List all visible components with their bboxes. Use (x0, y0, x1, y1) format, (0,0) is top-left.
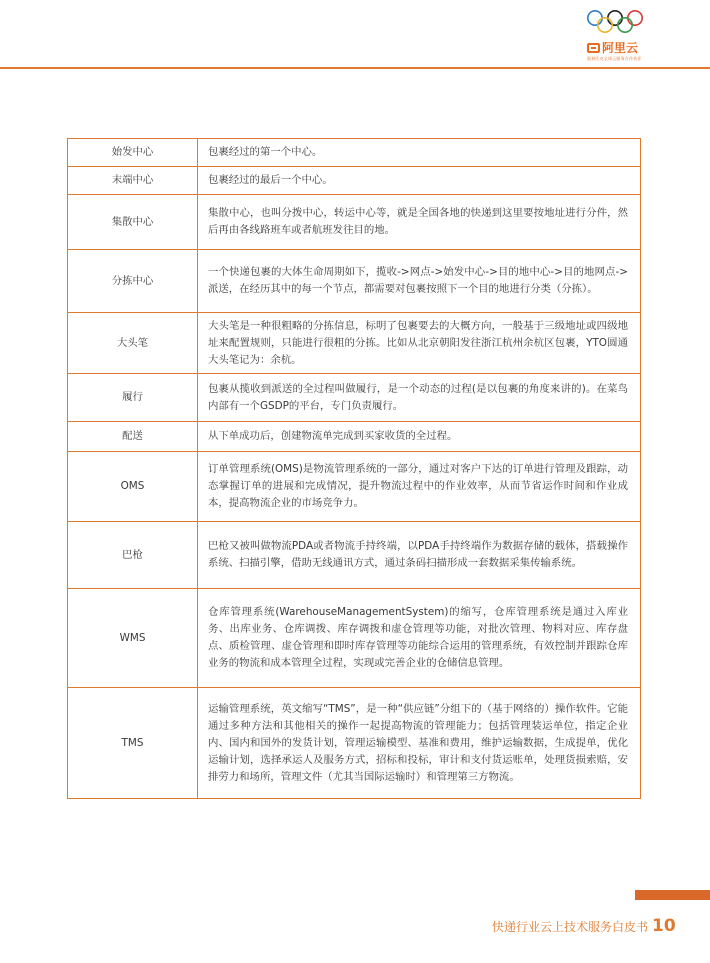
definition-cell: 包裹从揽收到派送的全过程叫做履行，是一个动态的过程(是以包裹的角度来讲的)。在菜鸟内部有一个GSDP的平台，专门负责履行。 (198, 374, 641, 422)
definition-cell: 包裹经过的第一个中心。 (198, 139, 641, 167)
definition-cell: 从下单成功后，创建物流单完成到买家收货的全过程。 (198, 422, 641, 452)
definition-cell: 大头笔是一种很粗略的分拣信息，标明了包裹要去的大概方向，一般基于三级地址或四级地址来配置规则，只能进行很粗的分拣。比如从北京朝阳发往浙江杭州余杭区包裹，YTO圆通大头笔记为：余杭。 (198, 313, 641, 374)
footer-title: 快递行业云上技术服务白皮书 (491, 920, 648, 934)
term-cell: WMS (68, 589, 198, 688)
term-cell: OMS (68, 452, 198, 522)
brand-logo (587, 41, 645, 55)
term-cell: 集散中心 (68, 195, 198, 250)
definition-cell: 运输管理系统，英文缩写“TMS”，是一种“供应链”分组下的（基于网络的）操作软件。它能通过多种方法和其他相关的操作一起提高物流的管理能力；包括管理装运单位，指定企业内、国内和国外的发货计划，管理运输模型、基准和费用，维护运输数据，生成提单，优化运输计划，选择承运人及服务方式，招标和投标，审计和支付货运账单，处理货损索赔，安排劳力和场所，管理文件（尤其当国际运输时）和管理第三方物流。 (198, 688, 641, 799)
table-row (68, 195, 641, 250)
footer-accent-bar (635, 890, 710, 900)
brand-tagline: 奥林匹克全球云服务合作伙伴 (587, 56, 642, 61)
table-row (68, 374, 641, 422)
table-row (68, 589, 641, 688)
table-row (68, 422, 641, 452)
table-row (68, 452, 641, 522)
term-cell: 末端中心 (68, 167, 198, 195)
term-cell: 配送 (68, 422, 198, 452)
brand-name: 阿里云 (602, 41, 639, 55)
definition-cell: 包裹经过的最后一个中心。 (198, 167, 641, 195)
aliyun-logo-icon (587, 43, 600, 53)
definition-cell: 订单管理系统(OMS)是物流管理系统的一部分，通过对客户下达的订单进行管理及跟踪，动态掌握订单的进展和完成情况，提升物流过程中的作业效率，从而节省运作时间和作业成本，提高物流企业的市场竞争力。 (198, 452, 641, 522)
table-row (68, 688, 641, 799)
term-cell: TMS (68, 688, 198, 799)
header-divider (0, 67, 710, 69)
table-row (68, 313, 641, 374)
glossary-table (67, 138, 641, 799)
table-row (68, 522, 641, 589)
term-cell: 分拣中心 (68, 250, 198, 313)
table-row (68, 167, 641, 195)
table-row (68, 139, 641, 167)
page-number: 10 (652, 916, 676, 936)
olympic-rings-icon (585, 8, 645, 38)
term-cell: 始发中心 (68, 139, 198, 167)
definition-cell: 集散中心，也叫分拨中心，转运中心等，就是全国各地的快递到这里要按地址进行分件，然后再由各线路班车或者航班发往目的地。 (198, 195, 641, 250)
term-cell: 巴枪 (68, 522, 198, 589)
definition-cell: 仓库管理系统(WarehouseManagementSystem)的缩写，仓库管理系统是通过入库业务、出库业务、仓库调拨、库存调拨和虚仓管理等功能，对批次管理、物料对应、库存盘点、质检管理、虚仓管理和即时库存管理等功能综合运用的管理系统，有效控制并跟踪仓库业务的物流和成本管理全过程，实现或完善企业的仓储信息管理。 (198, 589, 641, 688)
glossary-table-body (68, 139, 641, 799)
definition-cell: 一个快递包裹的大体生命周期如下，揽收->网点->始发中心->目的地中心->目的地网点->派送，在经历其中的每一个节点，都需要对包裹按照下一个目的地进行分类（分拣）。 (198, 250, 641, 313)
definition-cell: 巴枪又被叫做物流PDA或者物流手持终端，以PDA手持终端作为数据存储的载体，搭载操作系统、扫描引擎，借助无线通讯方式，通过条码扫描形成一套数据采集传输系统。 (198, 522, 641, 589)
header-logo (585, 8, 645, 62)
term-cell: 大头笔 (68, 313, 198, 374)
table-row (68, 250, 641, 313)
term-cell: 履行 (68, 374, 198, 422)
